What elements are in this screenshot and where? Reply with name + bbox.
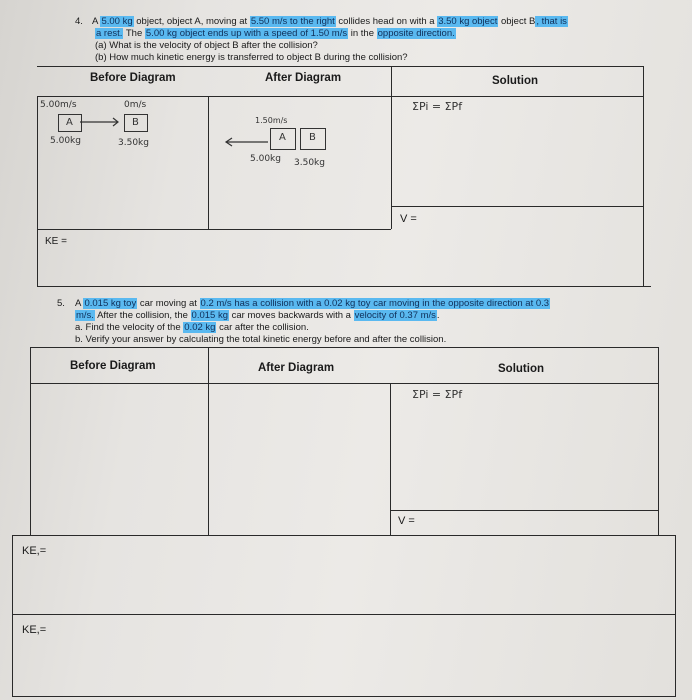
q4-hand-after-box-a: A	[270, 128, 296, 150]
q4-col-divider-1	[208, 96, 209, 229]
q4-v-rule	[391, 206, 643, 207]
q5-part-b: b. Verify your answer by calculating the total kinetic energy before and after the collision.	[75, 334, 447, 345]
q4-col-divider-2	[391, 66, 392, 229]
q4-ke-label: KE =	[45, 236, 67, 247]
q4-v-label: V =	[400, 213, 417, 225]
q4-table-top	[37, 66, 643, 67]
q4-left-border	[37, 96, 38, 286]
q4-number: 4.	[75, 16, 83, 27]
q5-header-rule	[30, 383, 658, 384]
q5-line-1: A 0.015 kg toy car moving at 0.2 m/s has a collision with a 0.02 kg toy car moving in the opposite direction at 0.3	[75, 298, 550, 309]
q5-ke1-bottom	[12, 614, 676, 615]
q5-ke-final-label: KE,=	[22, 624, 47, 636]
q5-table-top	[30, 347, 658, 348]
q5-left-border	[30, 347, 31, 535]
q4-table-bottom	[37, 286, 651, 287]
q4-hand-velocity-b: 0m/s	[124, 100, 147, 110]
q4-hand-box-b: B	[124, 114, 148, 132]
q4-hand-after-mass-b: 3.50kg	[294, 158, 325, 168]
q5-col-divider-1	[208, 347, 209, 535]
q5-number: 5.	[57, 298, 65, 309]
q5-diagram-bottom	[12, 535, 676, 536]
q4-header-before: Before Diagram	[90, 72, 176, 84]
q4-hand-arrow-left	[224, 136, 270, 148]
q4-hand-after-velocity: 1.50m/s	[255, 116, 288, 125]
q5-header-after: After Diagram	[258, 362, 335, 374]
q5-table-bottom	[12, 696, 676, 697]
q5-v-rule	[390, 510, 658, 511]
q4-hand-arrow-right	[80, 116, 120, 128]
q4-momentum-equation: ΣPi = ΣPf	[412, 100, 463, 113]
q4-part-a: (a) What is the velocity of object B after the collision?	[95, 40, 318, 51]
q5-header-solution: Solution	[498, 363, 544, 375]
q5-header-before: Before Diagram	[70, 360, 156, 372]
q4-header-after: After Diagram	[265, 72, 342, 84]
q4-hand-after-mass-a: 5.00kg	[250, 154, 281, 164]
q4-diagram-bottom	[37, 229, 391, 230]
q4-part-b: (b) How much kinetic energy is transferred to object B during the collision?	[95, 52, 408, 63]
q4-line-2: a rest. The 5.00 kg object ends up with a speed of 1.50 m/s in the opposite direction.	[96, 28, 455, 39]
q4-header-solution: Solution	[492, 75, 538, 87]
q5-right-border	[658, 347, 659, 535]
q5-momentum-equation: ΣPi = ΣPf	[412, 388, 463, 401]
q4-header-rule	[37, 96, 643, 97]
q5-col-divider-2	[390, 383, 391, 535]
q4-hand-mass-a: 5.00kg	[50, 136, 81, 146]
q5-ke-initial-label: KE,=	[22, 545, 47, 557]
q5-line-2: m/s. After the collision, the 0.015 kg car moves backwards with a velocity of 0.37 m/s.	[76, 310, 440, 321]
q5-ke-right-border	[675, 535, 676, 697]
q4-line-1: A 5.00 kg object, object A, moving at 5.50 m/s to the right collides head on with a 3.50 kg object object B, that is	[92, 16, 567, 27]
q5-v-label: V =	[398, 515, 415, 527]
q4-hand-mass-b: 3.50kg	[118, 138, 149, 148]
q4-hand-velocity-a: 5.00m/s	[40, 100, 77, 110]
q4-hand-after-box-b: B	[300, 128, 326, 150]
q4-right-border	[643, 66, 644, 286]
q5-part-a: a. Find the velocity of the 0.02 kg car after the collision.	[75, 322, 309, 333]
q5-ke-left-border	[12, 535, 13, 697]
q4-hand-box-a: A	[58, 114, 82, 132]
